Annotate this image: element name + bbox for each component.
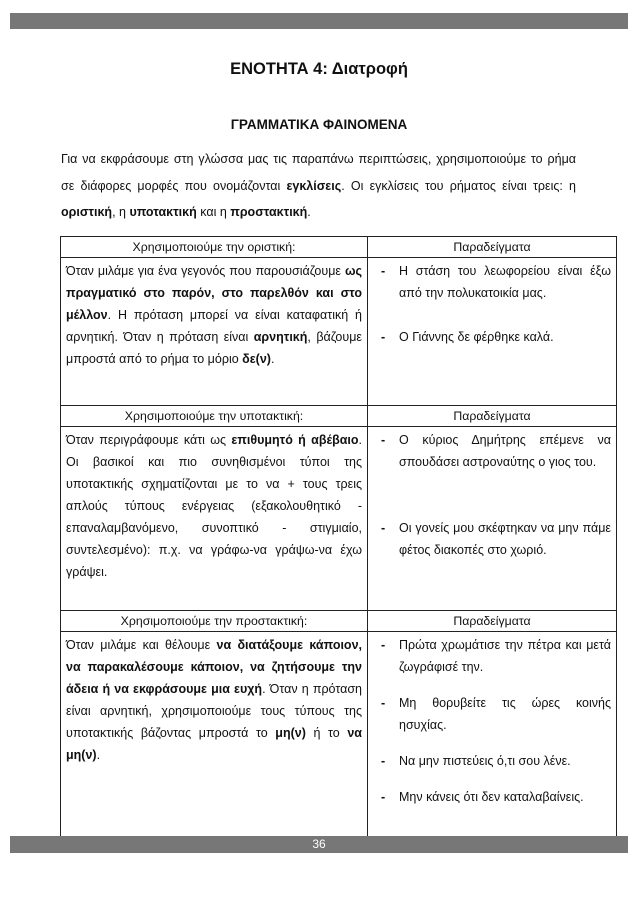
- list-item: - Ο Γιάννης δε φέρθηκε καλά.: [381, 330, 554, 344]
- rule-cell: [61, 258, 368, 406]
- section-subtitle: ΓΡΑΜΜΑΤΙΚΑ ΦΑΙΝΟΜΕΝΑ: [230, 117, 408, 132]
- examples-cell: [368, 632, 617, 848]
- examples-list: [368, 632, 616, 812]
- list-item: - Να μην πιστεύεις ό,τι σου λένε.: [381, 754, 571, 768]
- list-item: - Μη θορυβείτε τις ώρες κοινής ησυχίας.: [381, 696, 611, 732]
- header-bar: [10, 13, 628, 29]
- rule-cell: [61, 632, 368, 848]
- list-item: - Πρώτα χρωμάτισε την πέτρα και μετά ζωγράφισέ την.: [381, 638, 611, 674]
- rule-text-oristiki: Όταν μιλάμε για ένα γεγονός που παρουσιάζουμε ως πραγματικό στο παρόν, στο παρελθόν και στο μέλλον. Η πρόταση μπορεί να είναι καταφατική ή αρνητική. Όταν η πρόταση είναι αρνητική, βάζουμε μπροστά από το ρήμα το μόριο δε(ν).: [66, 264, 362, 366]
- rule-cell: [61, 427, 368, 611]
- term-oristiki: οριστική: [61, 205, 113, 219]
- term-ypotaktiki: υποτακτική: [129, 205, 197, 219]
- examples-cell: [368, 427, 617, 611]
- rule-text-ypotaktiki: Όταν περιγράφουμε κάτι ως επιθυμητό ή αβέβαιο. Οι βασικοί και πιο συνηθισμένοι τύποι της υποτακτικής σχηματίζονται με το να + τους τρεις απλούς τύπους ενέργειας (εξακολουθητικό - επαναλαμβανόμενο, συνοπτικό - στιγμιαίο, συντελεσμένο): π.χ. να γράφω-να γράψω-να έχω γράψει.: [66, 433, 362, 579]
- header-examples: Παραδείγματα: [368, 237, 617, 258]
- table-row: [61, 632, 617, 848]
- grammar-table: [60, 236, 617, 848]
- header-prostaktiki: Χρησιμοποιούμε την προστακτική:: [61, 611, 368, 632]
- rule-text-prostaktiki: Όταν μιλάμε και θέλουμε να διατάξουμε κάποιον, να παρακαλέσουμε κάποιον, να ζητήσουμε την άδεια ή να εκφράσουμε μια ευχή. Όταν η πρόταση είναι αρνητική, χρησιμοποιούμε τους τύπους της υποτακτικής βάζοντας μπροστά το μη(ν) ή το να μη(ν).: [66, 638, 362, 762]
- header-oristiki: Χρησιμοποιούμε την οριστική:: [61, 237, 368, 258]
- table-header-row: [61, 406, 617, 427]
- examples-cell: [368, 258, 617, 406]
- term-prostaktiki: προστακτική: [230, 205, 308, 219]
- footer-bar: [10, 836, 628, 853]
- intro-paragraph: Για να εκφράσουμε στη γλώσσα μας τις παραπάνω περιπτώσεις, χρησιμοποιούμε το ρήμα σε διάφορες μορφές που ονομάζονται εγκλίσεις. Οι εγκλίσεις του ρήματος είναι τρεις: η οριστική, η υποτακτική και η προστακτική.: [61, 152, 576, 219]
- list-item: - Ο κύριος Δημήτρης επέμενε να σπουδάσει αστροναύτης ο γιος του.: [381, 433, 611, 469]
- table-row: [61, 258, 617, 406]
- table-row: [61, 427, 617, 611]
- list-item: - Μην κάνεις ότι δεν καταλαβαίνεις.: [381, 790, 584, 804]
- examples-list: [368, 427, 616, 565]
- header-examples: Παραδείγματα: [368, 406, 617, 427]
- table-header-row: [61, 611, 617, 632]
- term-enklisis: εγκλίσεις: [286, 178, 342, 193]
- page-number: 36: [312, 837, 326, 851]
- list-item: - Η στάση του λεωφορείου είναι έξω από την πολυκατοικία μας.: [381, 264, 611, 300]
- table-header-row: [61, 237, 617, 258]
- header-ypotaktiki: Χρησιμοποιούμε την υποτακτική:: [61, 406, 368, 427]
- header-examples: Παραδείγματα: [368, 611, 617, 632]
- page-title: ΕΝΟΤΗΤΑ 4: Διατροφή: [230, 60, 408, 78]
- examples-list: [368, 258, 616, 352]
- list-item: - Οι γονείς μου σκέφτηκαν να μην πάμε φέτος διακοπές στο χωριό.: [381, 521, 611, 557]
